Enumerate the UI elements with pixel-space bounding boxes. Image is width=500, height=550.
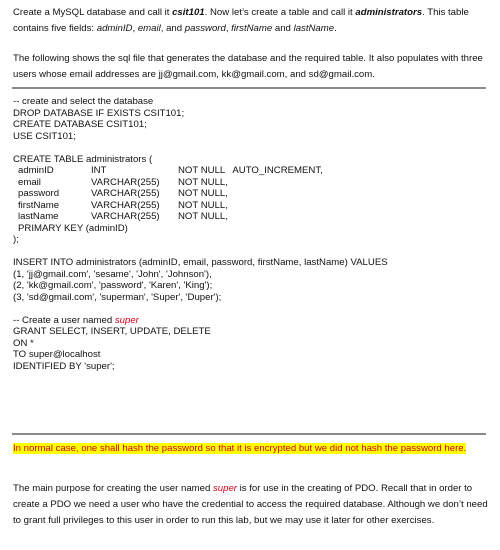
code-line: IDENTIFIED BY 'super';	[13, 360, 115, 372]
column-name: firstName	[18, 199, 60, 211]
code-line: ON *	[13, 337, 34, 349]
code-line: PRIMARY KEY (adminID)	[18, 222, 128, 234]
intro-text: Create a MySQL database and call it	[13, 7, 173, 18]
column-type: VARCHAR(255)	[91, 176, 160, 188]
insert-values-row: (1, 'jj@gmail.com', 'sesame', 'John', 'Johnson'),	[13, 268, 212, 280]
database-name: csit101	[172, 7, 205, 18]
field-name: firstName	[231, 23, 273, 34]
description-paragraph: The following shows the sql file that generates the database and the required table. It also populates with three users whose email addresses are jj@gmail.com, kk@gmail.com, and sd@gmail.com.	[13, 53, 483, 80]
separator: ,	[132, 23, 138, 34]
column-constraint: NOT NULL,	[178, 188, 228, 199]
purpose-text: is for use in the creating of PDO. Recall that in order to create a PDO we need a user who have the credential to access the required database. Although we don’t need to grant full privileges to this user in order to run this lab, but we may use it later for other exercises.	[13, 483, 488, 526]
code-line: DROP DATABASE IF EXISTS CSIT101;	[13, 107, 185, 119]
code-line: CREATE DATABASE CSIT101;	[13, 119, 147, 130]
column-definition	[13, 177, 489, 189]
blank-line	[13, 246, 489, 258]
purpose-paragraph	[13, 481, 489, 529]
separator: and	[272, 23, 294, 34]
column-constraint: NOT NULL,	[178, 199, 228, 211]
user-name-highlight: super	[212, 483, 237, 494]
separator: .	[334, 23, 337, 34]
table-name: administrators	[355, 7, 423, 18]
intro-paragraph	[13, 5, 489, 37]
blank-line	[13, 142, 489, 154]
column-definition	[13, 200, 489, 212]
column-type: INT	[91, 165, 107, 176]
field-name: adminID	[96, 23, 133, 34]
column-name: lastName	[18, 211, 59, 222]
divider-line	[12, 433, 486, 435]
code-comment	[13, 315, 489, 327]
field-name: lastName	[293, 23, 335, 34]
comment-text: -- Create a user named	[13, 314, 115, 326]
column-definition	[13, 211, 489, 223]
column-name: adminID	[18, 165, 54, 176]
insert-values-row: (3, 'sd@gmail.com', 'superman', 'Super', 'Duper');	[13, 291, 222, 303]
column-type: VARCHAR(255)	[91, 188, 160, 199]
code-line: TO super@localhost	[13, 349, 101, 360]
divider-line	[12, 87, 486, 89]
code-line: CREATE TABLE administrators (	[13, 153, 153, 165]
column-name: email	[18, 176, 41, 188]
column-type: VARCHAR(255)	[91, 199, 160, 211]
column-name: password	[18, 188, 60, 199]
blank-line	[13, 303, 489, 315]
code-line: USE CSIT101;	[13, 130, 76, 142]
intro-text: . This table contains five fields:	[13, 7, 469, 34]
intro-text: . Now let’s create a table and call it	[204, 7, 356, 18]
column-definition	[13, 165, 489, 177]
field-name: email	[137, 23, 161, 34]
column-constraint: NOT NULL,	[178, 176, 228, 188]
code-comment: -- create and select the database	[13, 96, 154, 107]
field-name: password	[184, 23, 226, 34]
insert-values-row: (2, 'kk@gmail.com', 'password', 'Karen', 'King');	[13, 280, 213, 291]
code-line: );	[13, 234, 19, 245]
column-constraint: NOT NULL,	[178, 211, 228, 222]
highlighted-note	[13, 441, 483, 457]
column-type: VARCHAR(255)	[91, 211, 160, 222]
separator: ,	[225, 23, 232, 34]
purpose-text: The main purpose for creating the user named	[13, 483, 213, 494]
sql-code-block	[13, 96, 489, 372]
code-line: GRANT SELECT, INSERT, UPDATE, DELETE	[13, 326, 211, 337]
highlighted-text: In normal case, one shall hash the password so that it is encrypted but we did not hash the password here.	[13, 443, 467, 454]
separator: , and	[160, 23, 185, 34]
column-constraint: NOT NULL AUTO_INCREMENT,	[178, 165, 323, 176]
user-name-highlight: super	[114, 314, 139, 326]
column-definition	[13, 188, 489, 200]
code-line: INSERT INTO administrators (adminID, email, password, firstName, lastName) VALUES	[13, 257, 388, 268]
